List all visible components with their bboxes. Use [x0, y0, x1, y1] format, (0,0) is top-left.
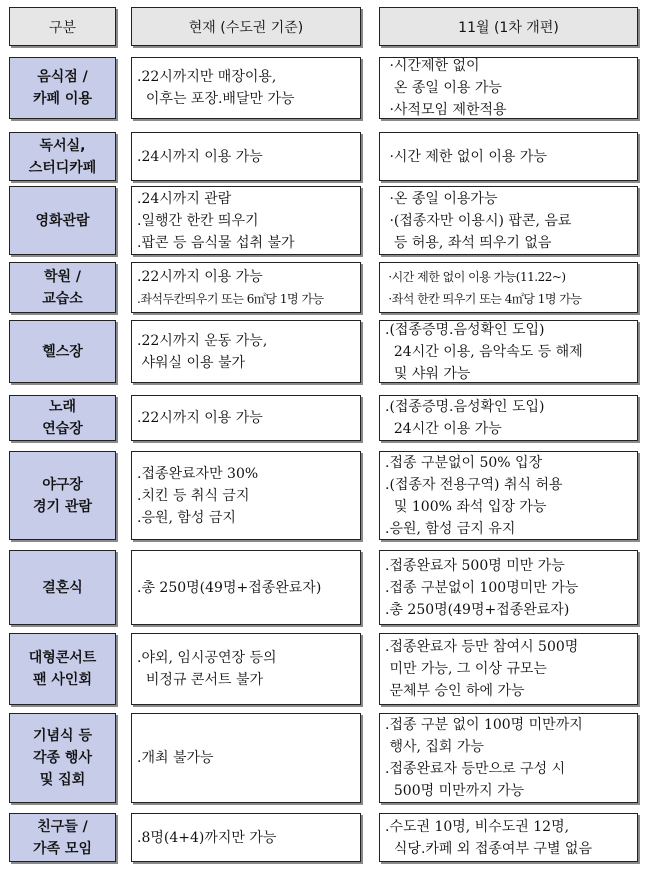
november-cell — [379, 813, 638, 862]
november-cell — [379, 320, 638, 383]
category-cell — [9, 451, 116, 540]
current-cell — [131, 57, 361, 119]
november-cell-line: 24시간 이용, 음악속도 등 해제 — [385, 343, 583, 360]
november-cell-line: ·시간 제한 없이 이용 가능 — [385, 148, 547, 165]
category-cell — [9, 57, 116, 119]
current-cell — [131, 813, 361, 862]
category-cell-line: 연습장 — [42, 421, 83, 437]
category-cell-line: 음식점 / — [37, 69, 88, 85]
november-cell-line: 및 100% 좌석 입장 가능 — [385, 498, 547, 515]
header-current — [131, 7, 361, 46]
category-cell — [9, 813, 116, 862]
category-cell — [9, 713, 116, 803]
category-cell — [9, 186, 116, 255]
november-cell — [379, 550, 638, 625]
category-cell — [9, 633, 116, 705]
current-cell-line: .접종완료자만 30% — [137, 465, 259, 482]
november-cell — [379, 713, 638, 803]
category-cell — [9, 262, 116, 313]
current-cell-line: .22시까지 이용 가능 — [137, 410, 263, 426]
category-cell-line: 기념식 등 — [33, 728, 92, 744]
current-cell-line: .8명(4+4)까지만 가능 — [137, 829, 277, 846]
november-cell-line: ·시간제한 없이 — [385, 58, 480, 74]
current-cell-line: .좌석두칸띄우기 또는 6㎡당 1명 가능 — [137, 291, 324, 306]
header-current-label: 현재 (수도권 기준) — [188, 19, 304, 36]
category-cell — [9, 395, 116, 441]
november-cell-line: ·온 종일 이용가능 — [385, 190, 498, 207]
category-cell-line: 독서실, — [39, 137, 86, 154]
current-cell-line: .22시까지만 매장이용, — [137, 69, 277, 85]
category-cell-line: 각종 행사 — [33, 750, 92, 766]
november-cell-line: .접종완료자 500명 미만 가능 — [385, 557, 565, 574]
category-cell — [9, 550, 116, 625]
current-cell — [131, 633, 361, 705]
november-cell-line: .응원, 함성 금지 유지 — [385, 520, 516, 537]
november-cell-line: .접종 구분 없이 100명 미만까지 — [385, 717, 583, 733]
current-cell-line: .팝콘 등 음식물 섭취 불가 — [137, 234, 295, 251]
current-cell — [131, 186, 361, 255]
header-november — [379, 7, 638, 46]
current-cell-line: 이후는 포장.배달만 가능 — [137, 91, 295, 107]
november-cell — [379, 132, 638, 181]
current-cell-line: .개최 불가능 — [137, 750, 214, 766]
november-cell-line: 행사, 집회 가능 — [385, 739, 484, 755]
november-cell-line: 24시간 이용 가능 — [385, 421, 502, 437]
november-cell-line: .총 250명(49명+접종완료자) — [385, 601, 570, 618]
current-cell-line: .22시까지 이용 가능 — [137, 268, 263, 285]
november-cell-line: .(접종증명.음성확인 도입) — [385, 399, 545, 415]
current-cell — [131, 262, 361, 313]
november-cell-line: .접종완료자 등만으로 구성 시 — [385, 761, 566, 777]
category-cell-line: 학원 / — [43, 268, 82, 285]
current-cell — [131, 132, 361, 181]
current-cell-line: .야외, 임시공연장 등의 — [137, 650, 277, 666]
category-cell-line: 경기 관람 — [33, 498, 92, 515]
current-cell-line: 비정규 콘서트 불가 — [137, 672, 263, 688]
november-cell — [379, 395, 638, 441]
november-cell-line: 500명 미만까지 가능 — [385, 783, 525, 799]
november-cell-line: 온 종일 이용 가능 — [385, 80, 502, 96]
november-cell-line: ·좌석 한칸 띄우기 또는 4㎡당 1명 가능 — [385, 291, 582, 306]
november-cell — [379, 57, 638, 119]
category-cell-line: 결혼식 — [42, 579, 83, 596]
november-cell-line: .접종 구분없이 100명미만 가능 — [385, 579, 579, 596]
category-cell-line: 및 집회 — [39, 772, 86, 788]
current-cell-line: .22시까지 운동 가능, — [137, 332, 268, 349]
category-cell — [9, 132, 116, 181]
category-cell-line: 친구들 / — [37, 818, 88, 835]
category-cell-line: 대형콘서트 — [28, 650, 97, 666]
november-cell-line: 등 허용, 좌석 띄우기 없음 — [385, 234, 552, 251]
current-cell-line: .총 250명(49명+접종완료자) — [137, 579, 322, 596]
current-cell — [131, 451, 361, 540]
november-cell-line: 문체부 승인 하에 가능 — [385, 683, 525, 699]
november-cell-line: ·(접종자만 이용시) 팝콘, 음료 — [385, 212, 572, 229]
header-category-label: 구분 — [48, 19, 77, 36]
november-cell-line: .접종완료자 등만 참여시 500명 — [385, 639, 579, 655]
category-cell-line: 팬 사인회 — [33, 672, 92, 688]
november-cell-line: 식당.카페 외 접종여부 구별 없음 — [385, 840, 592, 857]
current-cell — [131, 395, 361, 441]
current-cell-line: .일행간 한칸 띄우기 — [137, 212, 259, 229]
category-cell-line: 교습소 — [42, 290, 83, 307]
november-cell-line: .(접종자 전용구역) 취식 허용 — [385, 476, 563, 493]
header-november-label: 11월 (1차 개편) — [458, 19, 559, 36]
category-cell-line: 카페 이용 — [33, 91, 92, 107]
november-cell-line: .접종 구분없이 50% 입장 — [385, 454, 543, 471]
november-cell-line: .수도권 10명, 비수도권 12명, — [385, 818, 570, 835]
category-cell-line: 헬스장 — [42, 343, 83, 360]
current-cell-line: 샤워실 이용 불가 — [137, 354, 246, 371]
category-cell-line: 노래 — [48, 399, 77, 415]
current-cell-line: .24시까지 관람 — [137, 190, 232, 207]
november-cell-line: 및 샤워 가능 — [385, 365, 471, 382]
november-cell — [379, 451, 638, 540]
current-cell-line: .치킨 등 취식 금지 — [137, 487, 250, 504]
current-cell-line: .24시까지 이용 가능 — [137, 148, 263, 165]
category-cell-line: 야구장 — [42, 476, 83, 493]
category-cell-line: 가족 모임 — [33, 840, 92, 857]
november-cell — [379, 262, 638, 313]
november-cell-line: .(접종증명.음성확인 도입) — [385, 321, 545, 338]
current-cell — [131, 713, 361, 803]
current-cell-line: .응원, 함성 금지 — [137, 509, 236, 526]
november-cell-line: 미만 가능, 그 이상 규모는 — [385, 661, 547, 677]
current-cell — [131, 320, 361, 383]
november-cell-line: ·시간 제한 없이 이용 가능(11.22~) — [385, 269, 566, 284]
current-cell — [131, 550, 361, 625]
category-cell — [9, 320, 116, 383]
november-cell-line: ·사적모임 제한적용 — [385, 102, 507, 118]
november-cell — [379, 186, 638, 255]
category-cell-line: 스터디카페 — [28, 159, 97, 176]
november-cell — [379, 633, 638, 705]
header-category — [9, 7, 116, 46]
category-cell-line: 영화관람 — [35, 212, 90, 229]
